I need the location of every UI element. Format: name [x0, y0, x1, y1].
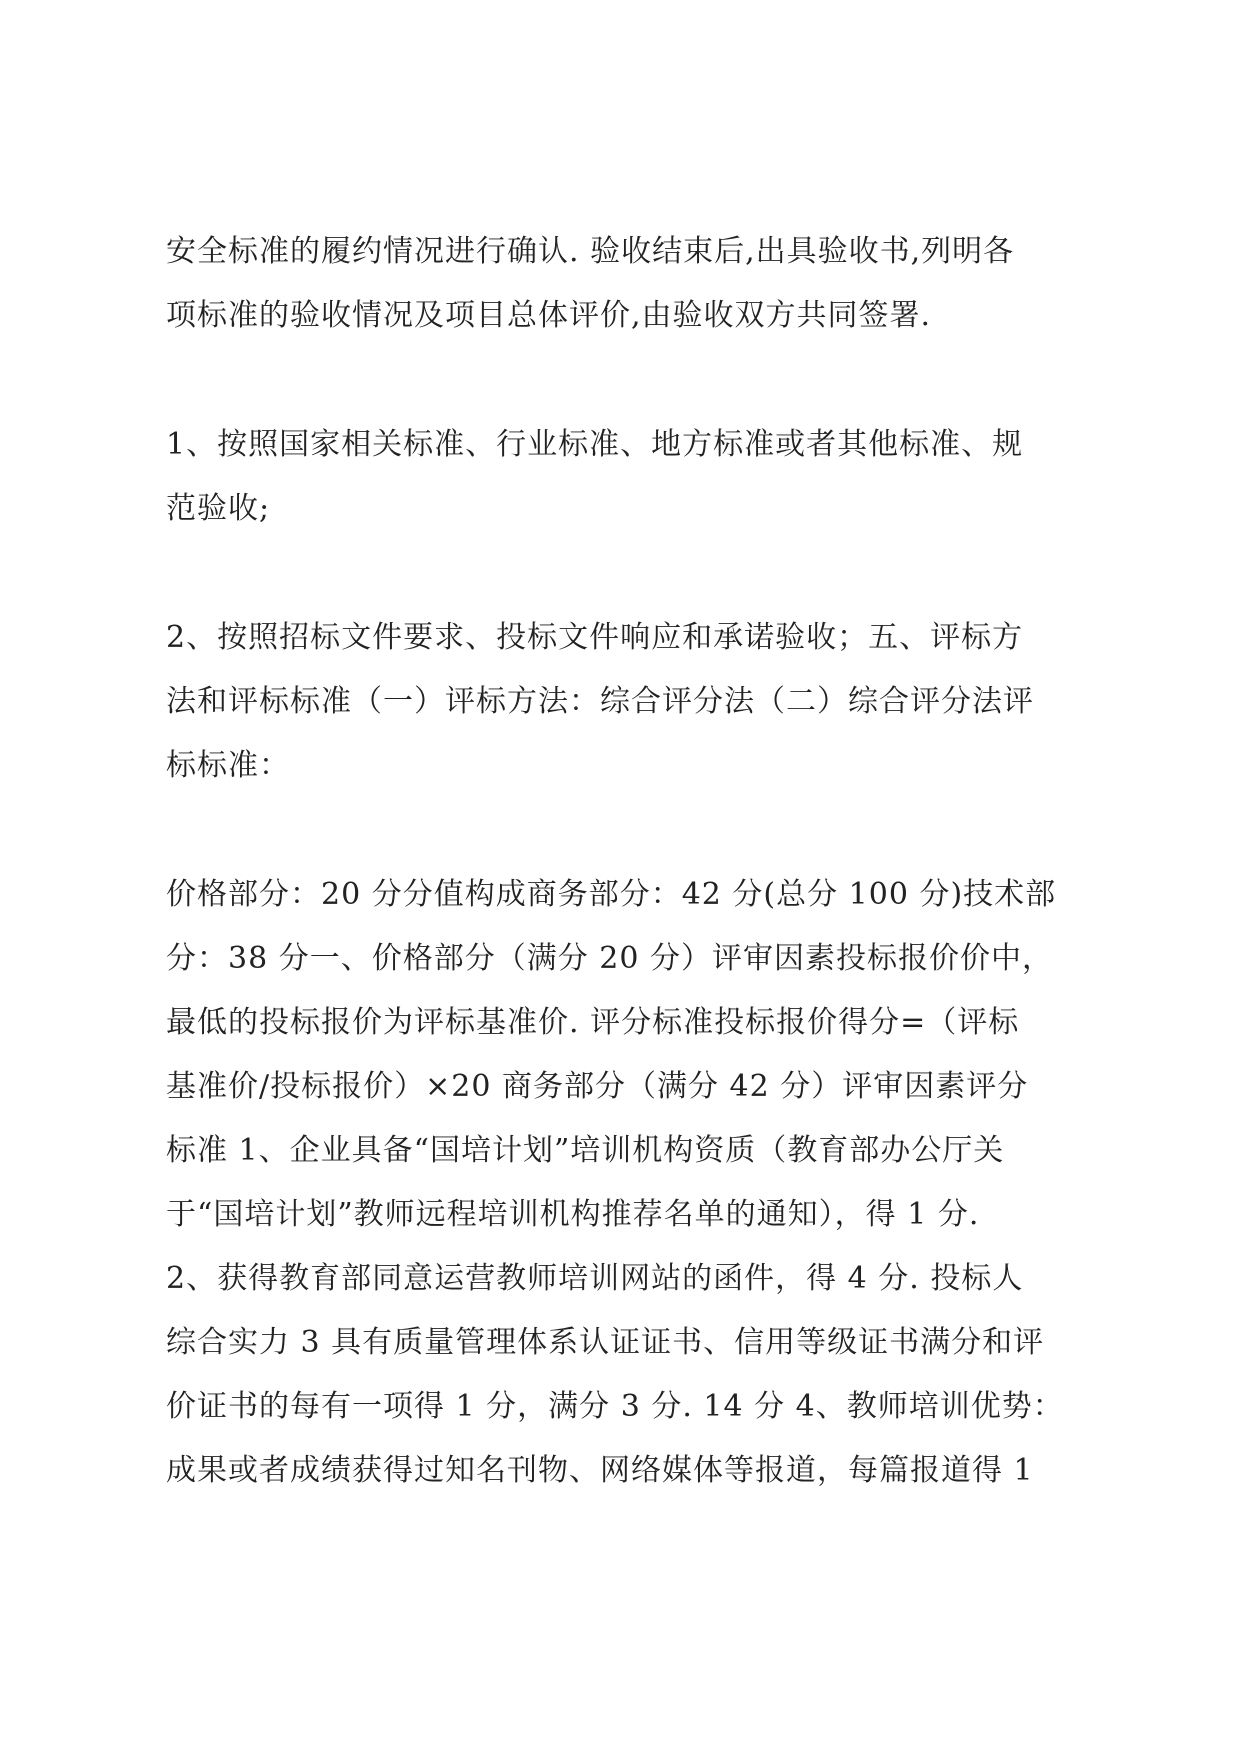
text-line: 法和评标标准（一）评标方法：综合评分法（二）综合评分法评	[166, 684, 1034, 719]
text-line: 1、按照国家相关标准、行业标准、地方标准或者其他标准、规	[166, 427, 1024, 462]
text-line: 2、按照招标文件要求、投标文件响应和承诺验收；五、评标方	[166, 620, 1024, 655]
text-line: 价证书的每有一项得 1 分，满分 3 分. 14 分 4、教师培训优势：	[166, 1389, 1064, 1424]
text-line: 最低的投标报价为评标基准价. 评分标准投标报价得分=（评标	[166, 1005, 1020, 1040]
text-line: 范验收;	[166, 491, 271, 526]
text-line: 价格部分：20 分分值构成商务部分：42 分(总分 100 分)技术部	[166, 877, 1057, 912]
text-line: 分：38 分一、价格部分（满分 20 分）评审因素投标报价价中，	[166, 941, 1053, 976]
text-line: 安全标准的履约情况进行确认. 验收结束后,出具验收书,列明各	[166, 234, 1015, 269]
text-line: 于“国培计划”教师远程培训机构推荐名单的通知），得 1 分.	[166, 1197, 980, 1232]
text-line: 项标准的验收情况及项目总体评价,由验收双方共同签署.	[166, 298, 932, 333]
text-line: 标准 1、企业具备“国培计划”培训机构资质（教育部办公厅关	[166, 1133, 1005, 1168]
text-line: 2、获得教育部同意运营教师培训网站的函件，得 4 分. 投标人	[166, 1261, 1024, 1296]
text-line: 标标准：	[166, 748, 290, 783]
text-line: 成果或者成绩获得过知名刊物、网络媒体等报道，每篇报道得 1	[166, 1453, 1034, 1488]
text-line: 综合实力 3 具有质量管理体系认证证书、信用等级证书满分和评	[166, 1325, 1045, 1360]
text-line: 基准价/投标报价）×20 商务部分（满分 42 分）评审因素评分	[166, 1069, 1029, 1104]
